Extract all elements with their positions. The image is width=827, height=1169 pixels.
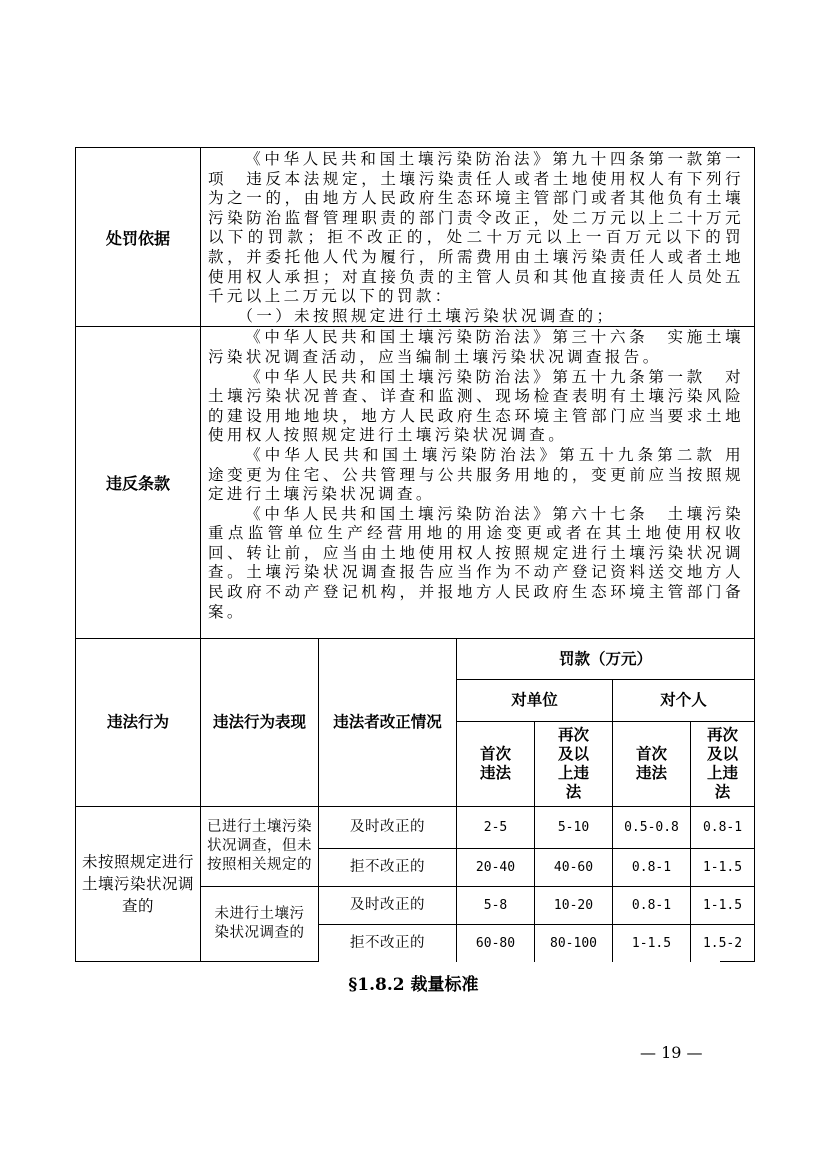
fine-cell: 10-20 bbox=[535, 887, 613, 925]
table-bottom-rule-right bbox=[720, 961, 754, 962]
basis-paragraph: （一）未按照规定进行土壤污染状况调查的； bbox=[237, 306, 616, 325]
correction-cell: 及时改正的 bbox=[319, 887, 457, 925]
manifestation-cell: 未进行土壤污染状况调查的 bbox=[201, 887, 319, 962]
fine-cell: 80-100 bbox=[535, 925, 613, 962]
violated-row bbox=[76, 327, 755, 639]
correction-cell: 及时改正的 bbox=[319, 807, 457, 849]
fine-cell: 0.8-1 bbox=[691, 807, 755, 849]
page-number: — 19 — bbox=[640, 1043, 703, 1062]
fine-cell: 40-60 bbox=[535, 849, 613, 887]
basis-row bbox=[76, 148, 755, 327]
table-bottom-rule-left bbox=[75, 961, 108, 962]
header-person-repeat: 再次及以上违法 bbox=[691, 722, 755, 807]
header-fine: 罚款（万元） bbox=[457, 639, 755, 680]
fine-cell: 60-80 bbox=[457, 925, 535, 962]
violated-paragraph: 《中华人民共和国土壤污染防治法》第三十六条 实施土壤污染状况调查活动，应当编制土壤污染状况调查报告。 bbox=[208, 328, 745, 366]
violated-text bbox=[201, 327, 755, 639]
header-unit-first: 首次违法 bbox=[457, 722, 535, 807]
fine-cell: 1-1.5 bbox=[613, 925, 691, 962]
fine-cell: 0.8-1 bbox=[613, 887, 691, 925]
header-person: 对个人 bbox=[613, 680, 755, 722]
header-manifestation: 违法行为表现 bbox=[201, 639, 319, 807]
correction-cell: 拒不改正的 bbox=[319, 925, 457, 962]
fine-cell: 1-1.5 bbox=[691, 887, 755, 925]
header-row-1 bbox=[76, 639, 755, 680]
fine-cell: 1.5-2 bbox=[691, 925, 755, 962]
basis-paragraph: 《中华人民共和国土壤污染防治法》第九十四条第一款第一项 违反本法规定，土壤污染责任人或者土地使用权人有下列行为之一的，由地方人民政府生态环境主管部门或者其他负有土壤污染防治监督管理职责的部门责令改正，处二万元以上二十万元以下的罚款；拒不改正的，处二十万元以上一百万元以下的罚款，并委托他人代为履行，所需费用由土壤污染责任人或者土地使用权人承担；对直接负责的主管人员和其他直接责任人员处五千元以上二万元以下的罚款： bbox=[208, 150, 745, 306]
manifestation-cell: 已进行土壤污染状况调查，但未按照相关规定的 bbox=[201, 807, 319, 887]
header-unit: 对单位 bbox=[457, 680, 613, 722]
fine-cell: 2-5 bbox=[457, 807, 535, 849]
violated-paragraph: 《中华人民共和国土壤污染防治法》第五十九条第二款 用途变更为住宅、公共管理与公共服务用地的，变更前应当按照规定进行土壤污染状况调查。 bbox=[208, 445, 745, 504]
fine-cell: 5-10 bbox=[535, 807, 613, 849]
table-row bbox=[76, 807, 755, 849]
header-person-first: 首次违法 bbox=[613, 722, 691, 807]
header-unit-repeat: 再次及以上违法 bbox=[535, 722, 613, 807]
fine-cell: 0.5-0.8 bbox=[613, 807, 691, 849]
penalty-table bbox=[75, 147, 755, 962]
section-caption: §1.8.2 裁量标准 bbox=[348, 975, 479, 995]
violated-paragraph: 《中华人民共和国土壤污染防治法》第五十九条第一款 对土壤污染状况普查、详查和监测、现场检查表明有土壤污染风险的建设用地地块，地方人民政府生态环境主管部门应当要求土地使用权人按照规定进行土壤污染状况调查。 bbox=[208, 367, 745, 445]
fine-cell: 5-8 bbox=[457, 887, 535, 925]
act-cell: 未按照规定进行土壤污染状况调查的 bbox=[76, 807, 201, 962]
fine-cell: 20-40 bbox=[457, 849, 535, 887]
basis-text bbox=[201, 148, 755, 327]
fine-cell: 1-1.5 bbox=[691, 849, 755, 887]
header-correction: 违法者改正情况 bbox=[319, 639, 457, 807]
basis-label: 处罚依据 bbox=[76, 148, 201, 327]
correction-cell: 拒不改正的 bbox=[319, 849, 457, 887]
violated-label: 违反条款 bbox=[76, 327, 201, 639]
violated-paragraph: 《中华人民共和国土壤污染防治法》第六十七条 土壤污染重点监管单位生产经营用地的用途变更或者在其土地使用权收回、转让前，应当由土地使用权人按照规定进行土壤污染状况调查。土壤污染状况调查报告应当作为不动产登记资料送交地方人民政府不动产登记机构，并报地方人民政府生态环境主管部门备案。 bbox=[208, 504, 745, 621]
header-act: 违法行为 bbox=[76, 639, 201, 807]
fine-cell: 0.8-1 bbox=[613, 849, 691, 887]
